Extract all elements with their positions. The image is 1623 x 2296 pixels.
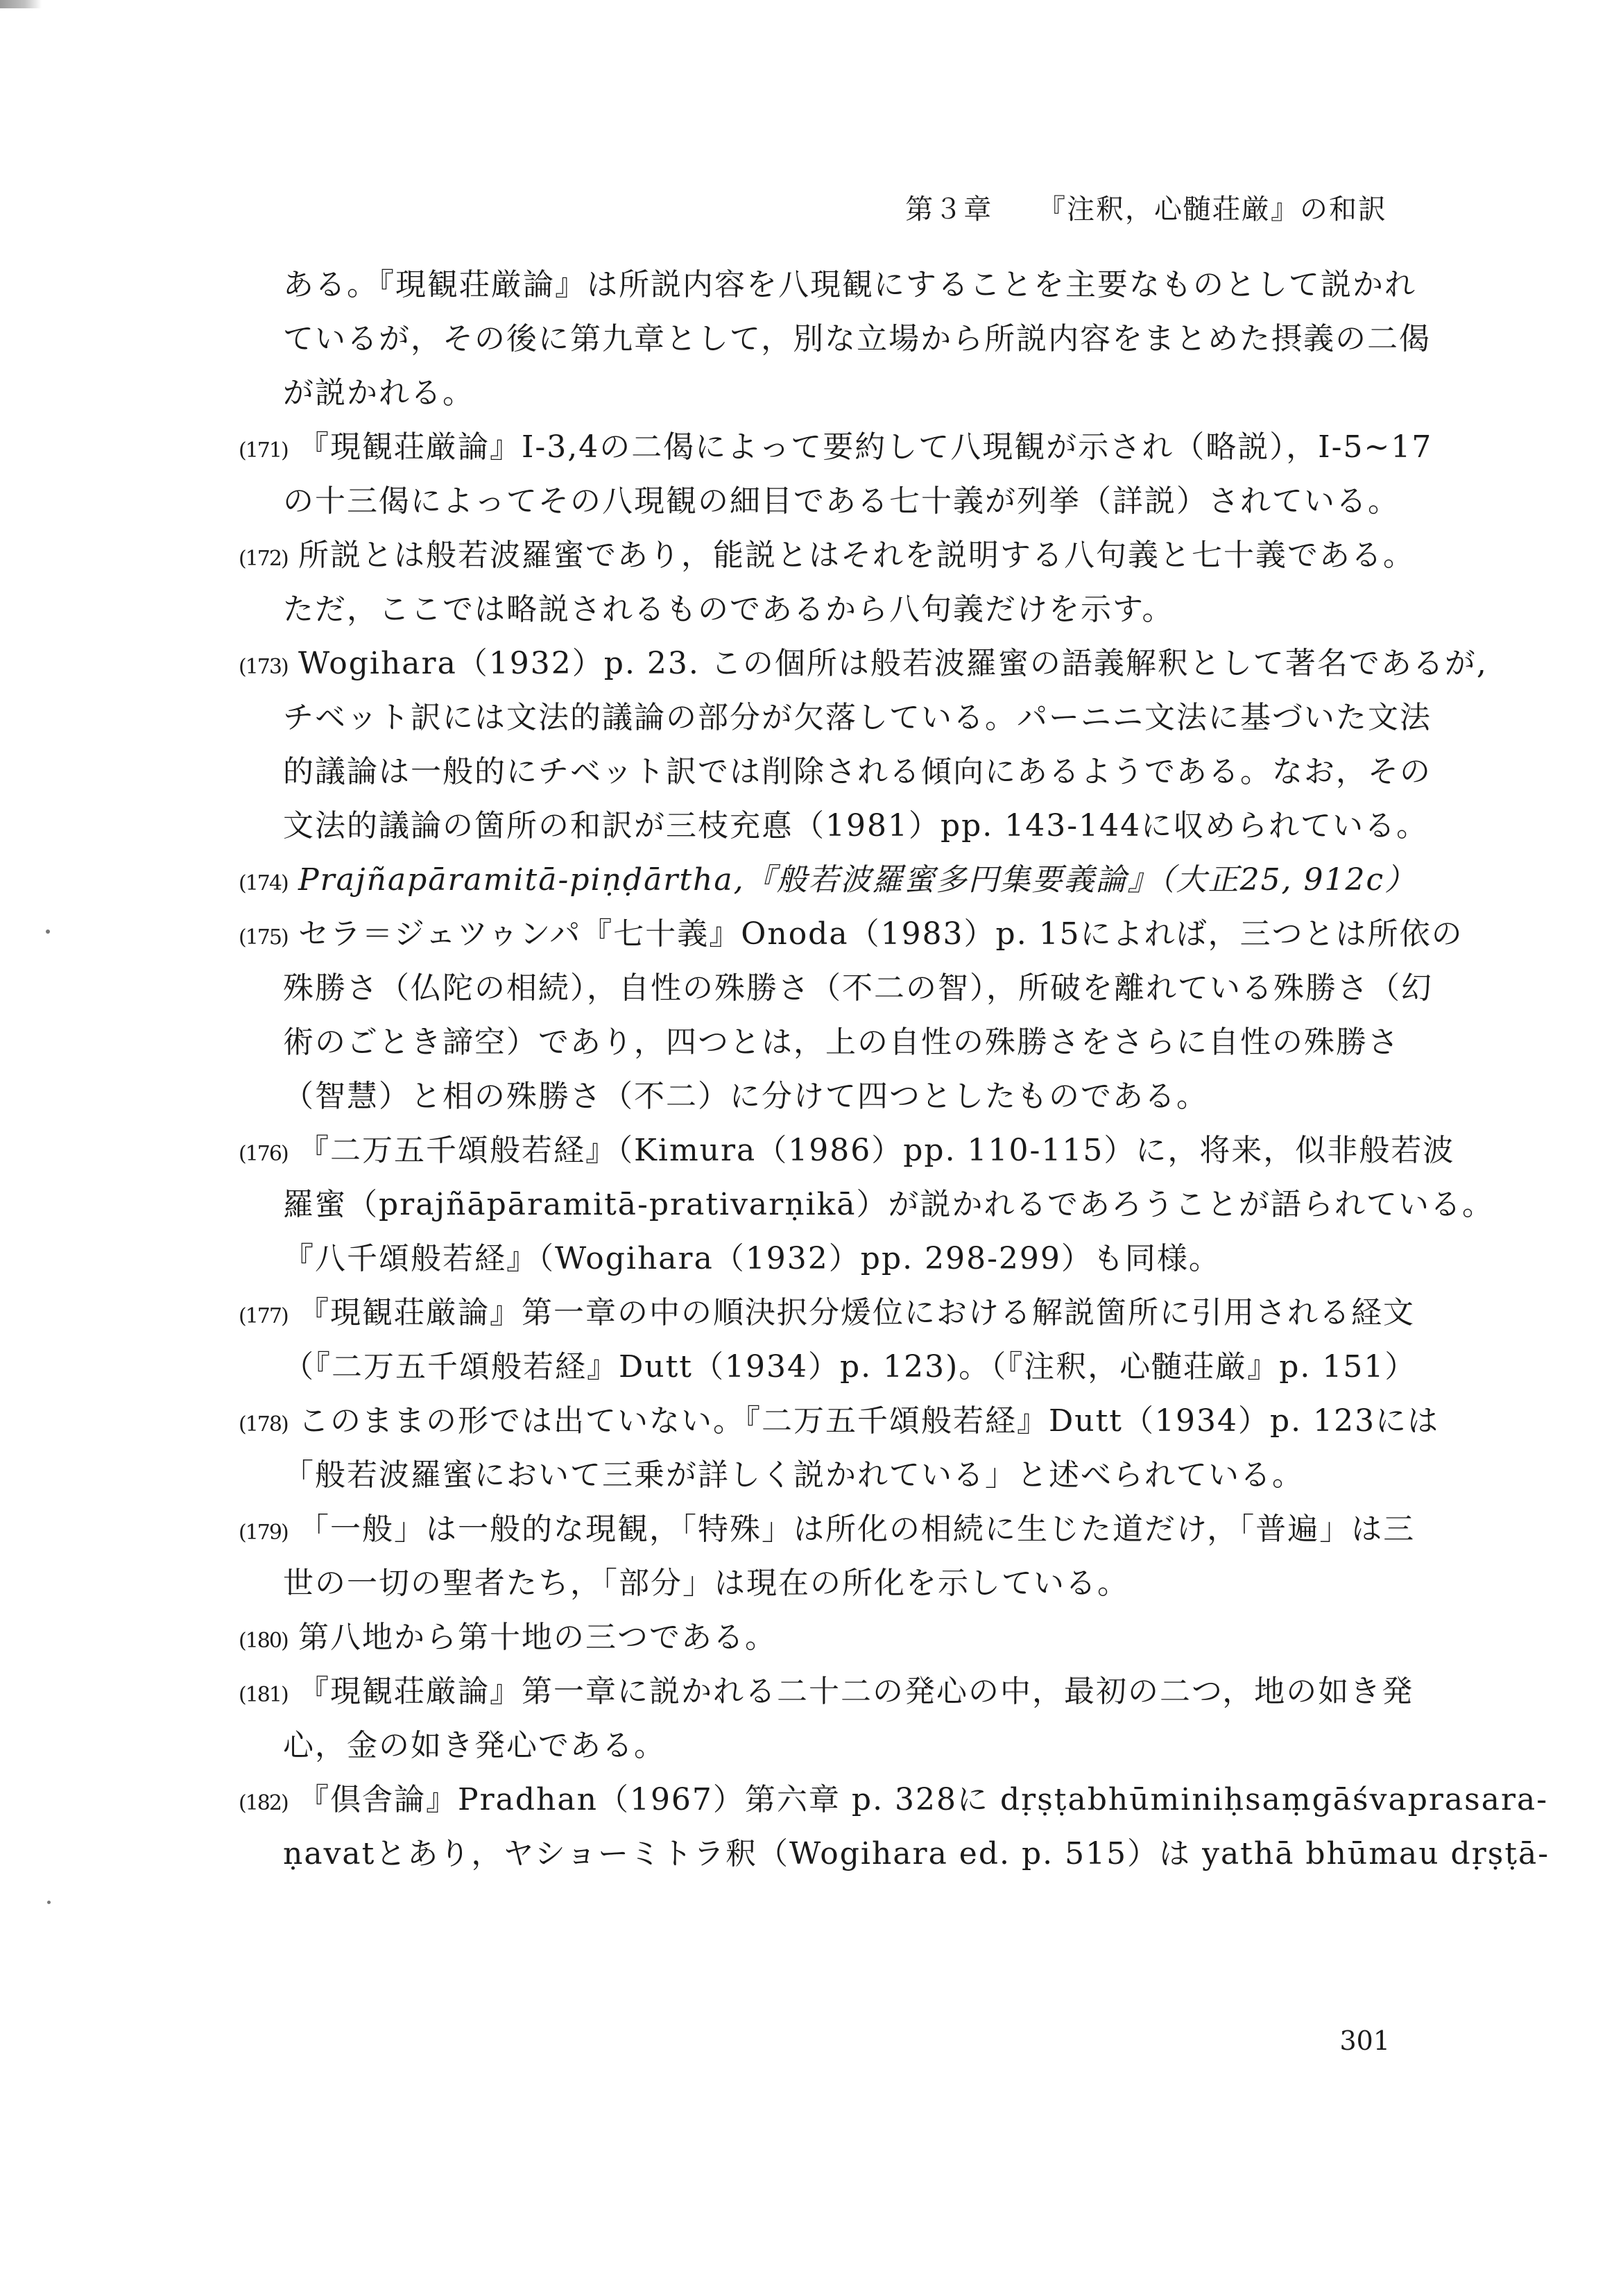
body-text xyxy=(239,258,1550,1881)
text-line: ある。『現観荘厳論』は所説内容を八現観にすることを主要なものとして説かれ xyxy=(283,267,1416,302)
footnote-number: (175) xyxy=(239,925,288,950)
scan-artifact xyxy=(0,0,42,8)
footnote-number: (171) xyxy=(239,438,288,463)
text-line: 羅蜜（prajñāpāramitā-prativarṇikā）が説かれるであろうことが語られている。 xyxy=(283,1187,1495,1222)
footnote-number: (181) xyxy=(239,1683,288,1707)
text-line: 文法的議論の箇所の和訳が三枝充悳（1981）pp. 143-144に収められている。 xyxy=(283,808,1429,843)
footnote-182 xyxy=(239,1773,1549,1827)
running-header xyxy=(905,187,1387,227)
text-line: 世の一切の聖者たち，「部分」は現在の所化を示している。 xyxy=(283,1566,1129,1601)
text-line: （智慧）と相の殊勝さ（不二）に分けて四つとしたものである。 xyxy=(283,1079,1208,1114)
text-line: セラ＝ジェツゥンパ『七十義』Onoda（1983）p. 15によれば，三つとは所依の xyxy=(298,916,1463,952)
footnote-172 xyxy=(239,529,1415,583)
footnote-number: (173) xyxy=(239,655,288,679)
footnote-number: (182) xyxy=(239,1791,288,1815)
scan-artifact xyxy=(47,1901,51,1904)
text-line: （『二万五千頌般若経』Dutt（1934）p. 123)。（『注釈，心髄荘厳』p. 151） xyxy=(283,1349,1417,1385)
text-line: 所説とは般若波羅蜜であり，能説とはそれを説明する八句義と七十義である。 xyxy=(298,538,1415,573)
text-line: ているが，その後に第九章として，別な立場から所説内容をまとめた摂義の二偈 xyxy=(283,321,1432,357)
footnote-176 xyxy=(239,1124,1455,1178)
footnote-180 xyxy=(239,1611,1404,1665)
text-line: が説かれる。 xyxy=(283,375,474,411)
text-line: ただ，ここでは略説されるものであるから八句義だけを示す。 xyxy=(283,592,1174,627)
text-line: 「一般」は一般的な現観，「特殊」は所化の相続に生じた道だけ，「普遍」は三 xyxy=(298,1511,1416,1547)
text-line: 『現観荘厳論』Ⅰ-3,4の二偈によって要約して八現観が示され（略説），Ⅰ-5~17 xyxy=(298,429,1433,465)
footnote-173 xyxy=(239,637,1488,691)
page-number: 301 xyxy=(1339,2025,1390,2056)
text-line: チベット訳には文法的議論の部分が欠落している。パーニニ文法に基づいた文法 xyxy=(283,700,1432,735)
text-line: 第八地から第十地の三つである。 xyxy=(298,1620,777,1655)
footnote-number: (174) xyxy=(239,871,288,896)
footnote-number: (176) xyxy=(239,1142,288,1166)
text-line: 「般若波羅蜜において三乗が詳しく説かれている」と述べられている。 xyxy=(283,1457,1304,1493)
chapter-title: 『注釈，心髄荘厳』の和訳 xyxy=(1038,194,1387,225)
text-line: 『現観荘厳論』第一章に説かれる二十二の発心の中，最初の二つ，地の如き発 xyxy=(298,1674,1414,1709)
footnote-number: (178) xyxy=(239,1412,288,1437)
text-line: の十三偈によってその八現観の細目である七十義が列挙（詳説）されている。 xyxy=(283,483,1400,519)
text-line: ṇavatとあり，ヤショーミトラ釈（Wogihara ed. p. 515）は yathā bhūmau dṛṣṭā- xyxy=(283,1836,1550,1871)
text-line: 殊勝さ（仏陀の相続），自性の殊勝さ（不二の智），所破を離れている殊勝さ（幻 xyxy=(283,970,1433,1006)
text-line: 『現観荘厳論』第一章の中の順決択分煖位における解説箇所に引用される経文 xyxy=(298,1295,1415,1330)
footnote-number: (180) xyxy=(239,1629,288,1653)
footnote-number: (172) xyxy=(239,547,288,571)
text-line: Prajñapāramitā-piṇḍārtha,『般若波羅蜜多円集要義論』（大正25, 912c） xyxy=(298,862,1417,898)
text-line: 『二万五千頌般若経』（Kimura（1986）pp. 110-115）に，将来，似非般若波 xyxy=(298,1133,1455,1168)
footnote-number: (179) xyxy=(239,1520,288,1545)
footnote-177 xyxy=(239,1286,1415,1340)
text-line: Wogihara（1932）p. 23. この個所は般若波羅蜜の語義解釈として著名であるが, xyxy=(298,646,1488,681)
text-line: 心，金の如き発心である。 xyxy=(283,1728,666,1763)
text-line: 『倶舎論』Pradhan（1967）第六章 p. 328に dṛṣṭabhūminiḥsaṃgāśvaprasara- xyxy=(298,1782,1549,1817)
footnote-171 xyxy=(239,420,1433,474)
footnote-181 xyxy=(239,1665,1414,1719)
text-line: 的議論は一般的にチベット訳では削除される傾向にあるようである。なお，その xyxy=(283,754,1432,789)
chapter-label: 第３章 xyxy=(905,194,993,225)
text-line: 『八千頌般若経』（Wogihara（1932）pp. 298-299）も同様。 xyxy=(283,1241,1221,1276)
footnote-174 xyxy=(239,853,1417,907)
footnote-179 xyxy=(239,1502,1416,1557)
text-line: 術のごとき諦空）であり，四つとは，上の自性の殊勝さをさらに自性の殊勝さ xyxy=(283,1025,1400,1060)
scan-artifact xyxy=(46,929,50,934)
footnote-178 xyxy=(239,1394,1440,1448)
footnote-175 xyxy=(239,907,1463,961)
text-line: このままの形では出ていない。『二万五千頌般若経』Dutt（1934）p. 123には xyxy=(298,1403,1440,1439)
footnote-number: (177) xyxy=(239,1304,288,1328)
